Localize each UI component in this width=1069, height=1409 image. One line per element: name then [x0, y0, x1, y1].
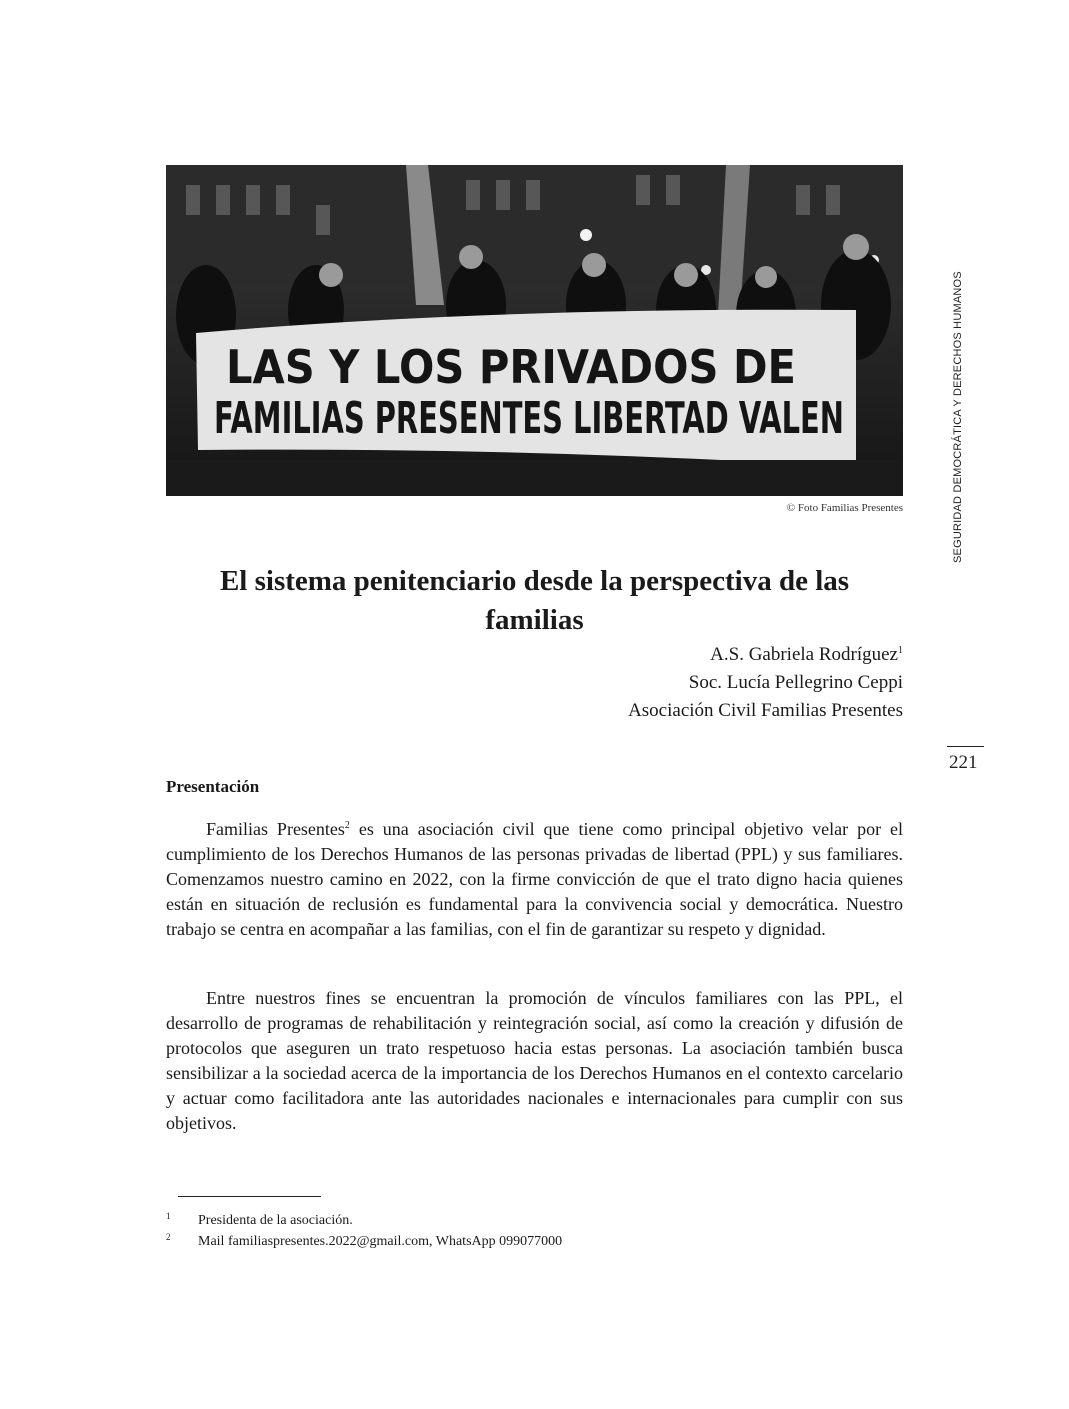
author-block	[628, 641, 903, 725]
body-paragraph-1	[166, 817, 903, 942]
photo-credit: © Foto Familias Presentes	[786, 502, 903, 514]
footnote-separator	[178, 1196, 321, 1197]
footnote-1-number: 1	[166, 1211, 171, 1221]
banner-line-2: FAMILIAS PRESENTES LIBERTAD VALEN	[214, 393, 844, 444]
page-number-rule	[947, 746, 984, 747]
protest-photo	[166, 165, 903, 496]
body-paragraph-2: Entre nuestros fines se encuentran la promoción de vínculos familiares con las PPL, el desarrollo de programas de rehabilitación y reintegración social, así como la creación y difusión de protocolos que aseguren un trato respetuoso hacia estas personas. La asociación también busca sensibilizar a la sociedad acerca de la importancia de los Derechos Humanos en el contexto carcelario y actuar como facilitadora ante las autoridades nacionales e internacionales para cumplir con sus objetivos.	[166, 988, 903, 1133]
footnote-2-number: 2	[166, 1232, 171, 1242]
paragraph-1-lead: Familias Presentes	[206, 819, 345, 839]
footnote-2-text: Mail familiaspresentes.2022@gmail.com, WhatsApp 099077000	[198, 1234, 563, 1249]
footnote-1	[166, 1207, 353, 1230]
banner-line-1: LAS Y LOS PRIVADOS DE	[226, 340, 796, 394]
protest-photo-illustration	[166, 165, 903, 496]
paragraph-1-text: es una asociación civil que tiene como principal objetivo velar por el cumplimiento de los Derechos Humanos de las personas privadas de libertad (PPL) y sus familiares. Comenzamos nuestro camino en 2022, con la firme convicción de que el trato digno hacia quienes están en situación de reclusión es fundamental para la convivencia social y democrática. Nuestro trabajo se centra en acompañar a las familias, con el fin de garantizar su respeto y dignidad.	[166, 819, 903, 939]
page-number: 221	[949, 752, 978, 773]
author-1-name: A.S. Gabriela Rodríguez	[710, 644, 898, 665]
running-header: SEGURIDAD DEMOCRÁTICA Y DERECHOS HUMANOS	[952, 271, 964, 563]
footnote-2	[166, 1228, 562, 1251]
footnote-ref-2[interactable]: 2	[344, 820, 350, 831]
author-organization: Asociación Civil Familias Presentes	[628, 700, 903, 721]
author-2: Soc. Lucía Pellegrino Ceppi	[688, 672, 903, 693]
article-title-line-1: El sistema penitenciario desde la perspectiva de las	[219, 565, 850, 597]
article-title	[166, 562, 903, 640]
section-heading: Presentación	[166, 777, 260, 796]
author-1	[628, 641, 903, 669]
article-title-line-2: familias	[485, 604, 584, 636]
footnote-1-text: Presidenta de la asociación.	[198, 1213, 353, 1228]
footnote-ref-1[interactable]: 1	[898, 645, 903, 656]
